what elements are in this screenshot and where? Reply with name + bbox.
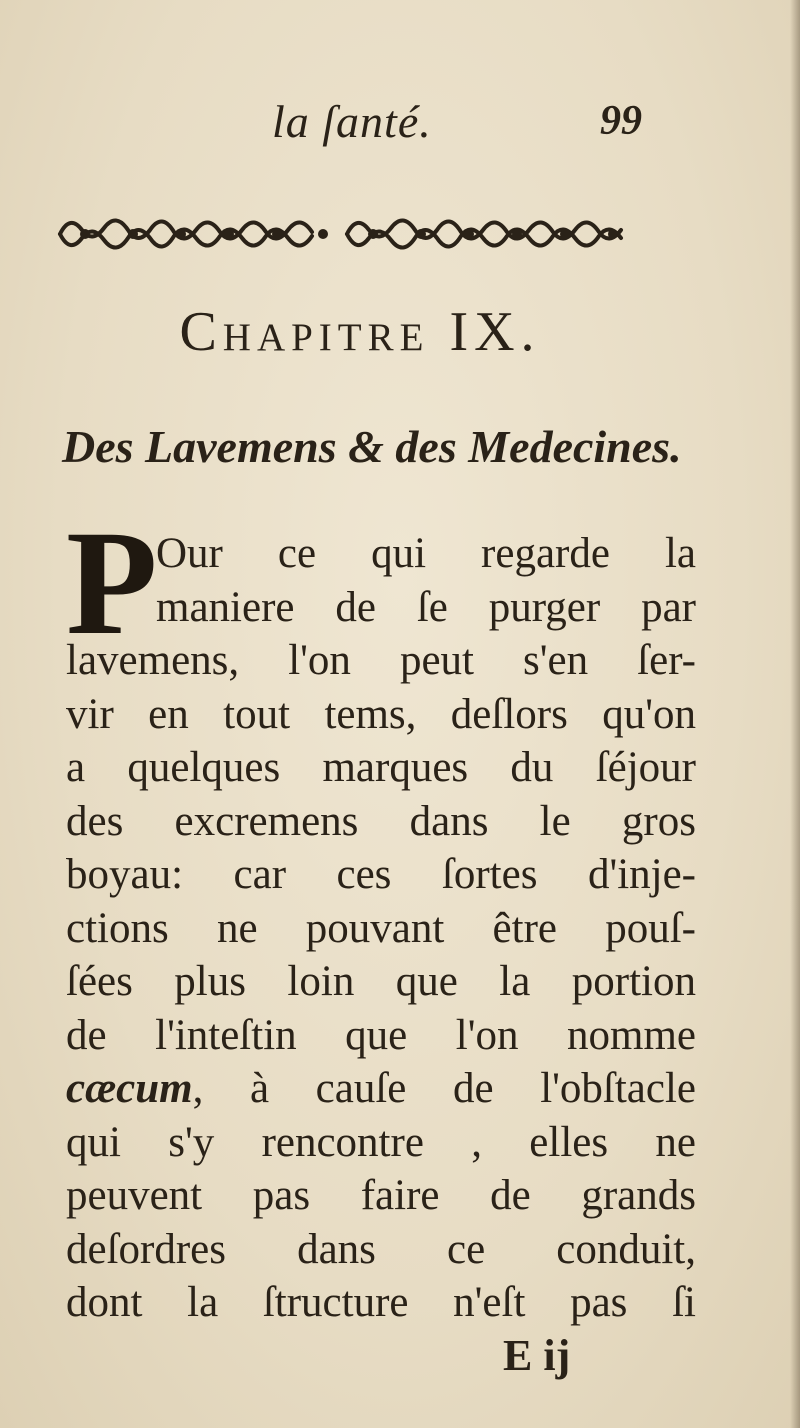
catchword-signature: E ij: [503, 1331, 571, 1380]
text-line: lavemens, l'on peut s'en ſer-: [66, 637, 696, 684]
chapter-heading-word: Chapitre: [179, 301, 430, 363]
text-line-rest: , à cauſe de l'obſtacle: [192, 1065, 696, 1112]
page-number: 99: [600, 98, 642, 144]
text-line: peuvent pas faire de grands: [66, 1172, 696, 1219]
running-head: [0, 95, 800, 155]
decorative-headpiece: [55, 205, 655, 263]
text-line: Our ce qui regarde la: [156, 530, 696, 577]
text-line: a quelques marques du ſéjour: [66, 744, 696, 791]
text-line: deſordres dans ce conduit,: [66, 1225, 696, 1273]
text-line: boyau: car ces ſortes d'inje-: [66, 851, 696, 898]
body-text: [66, 527, 696, 1330]
text-line: qui s'y rencontre , elles ne: [66, 1118, 696, 1166]
text-line: vir en tout tems, deſlors qu'on: [66, 690, 696, 738]
chapter-number: IX.: [449, 301, 541, 363]
chapter-heading: [0, 300, 800, 364]
italic-term: cæcum: [66, 1065, 193, 1112]
chapter-subtitle: Des Lavemens & des Medecines.: [62, 421, 682, 472]
text-line: ctions ne pouvant être pouſ-: [66, 904, 696, 952]
text-line: ſées plus loin que la portion: [66, 958, 696, 1005]
page-edge-shadow: [790, 0, 800, 1428]
text-line: de l'inteſtin que l'on nomme: [66, 1011, 696, 1059]
text-line: dont la ſtructure n'eſt pas ſi: [66, 1279, 696, 1326]
text-line: maniere de ſe purger par: [156, 583, 696, 631]
text-line: [66, 1062, 696, 1116]
running-title: la ſanté.: [272, 96, 432, 147]
drop-cap: P: [66, 500, 158, 666]
text-line: des excremens dans le gros: [66, 797, 696, 845]
